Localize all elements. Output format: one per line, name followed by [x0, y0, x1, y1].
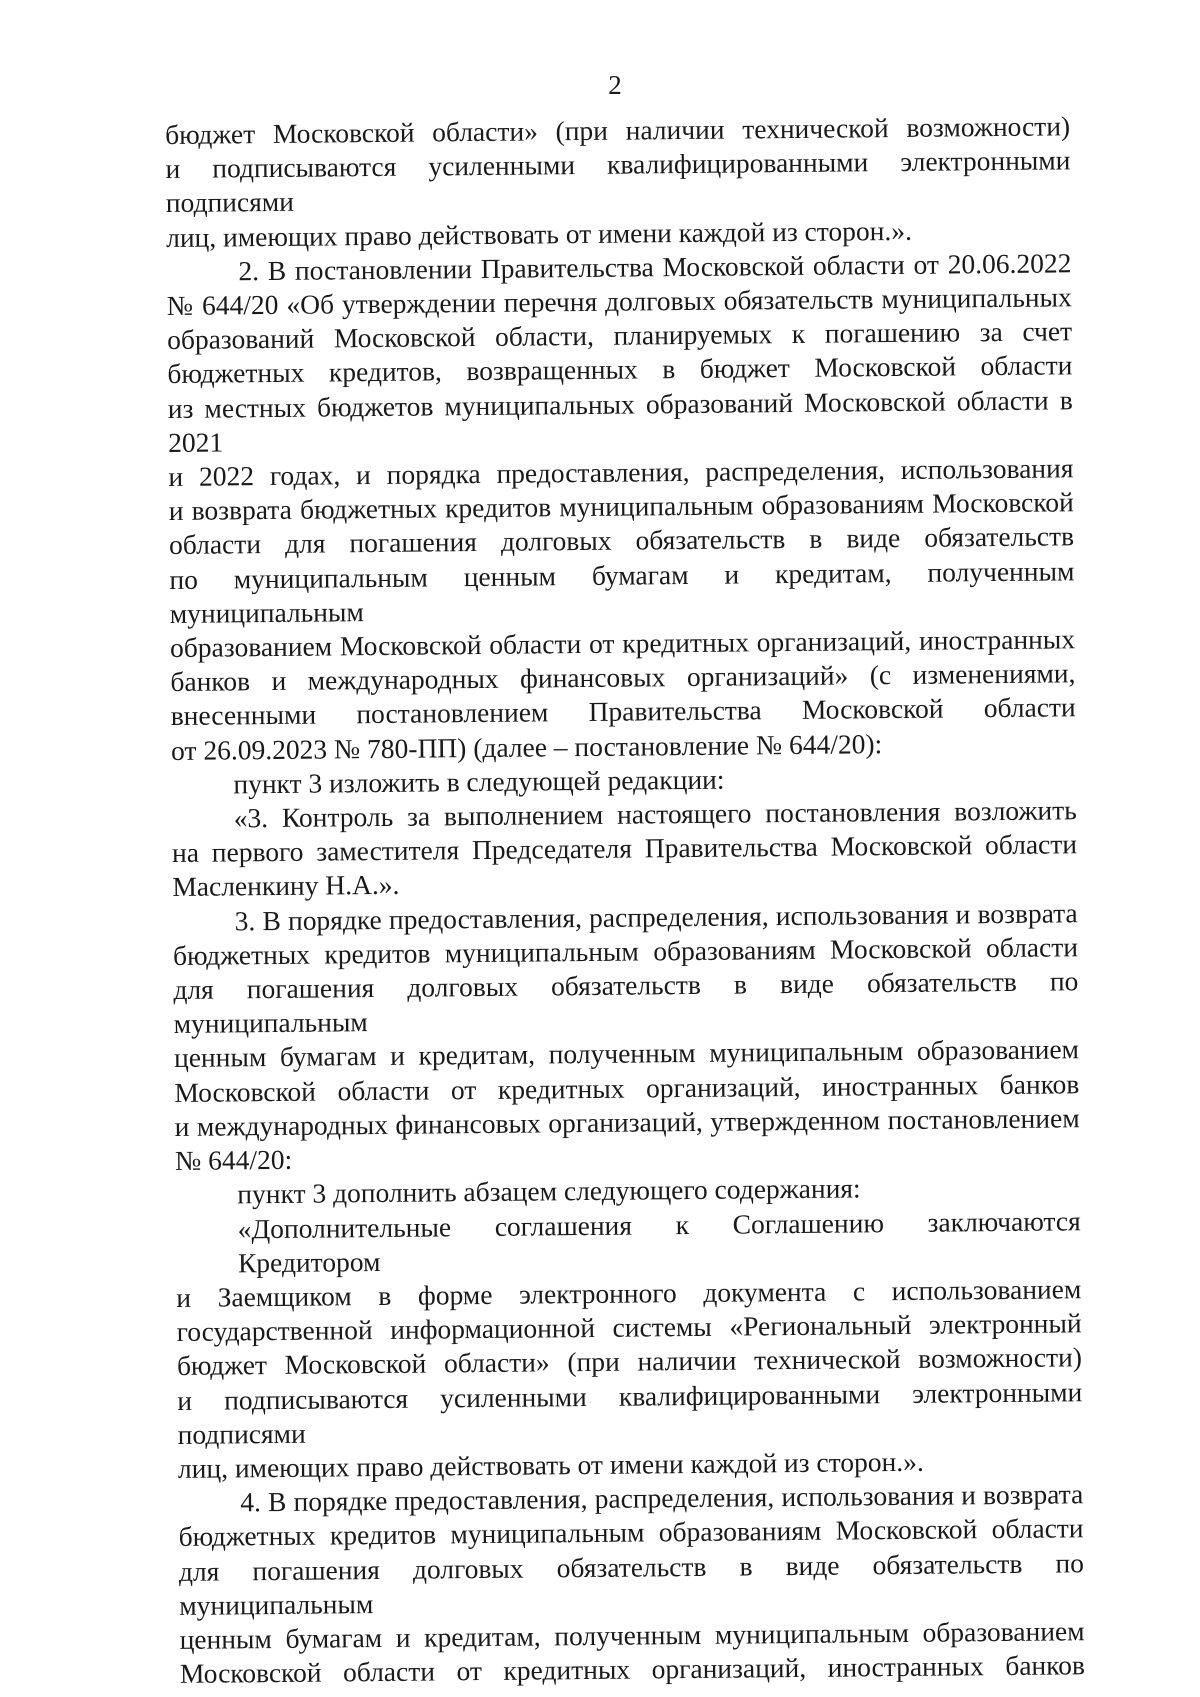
text-line: образованием Московской области от кредитных организаций, иностранных [169, 623, 1076, 664]
text-line: бюджетных кредитов муниципальным образованиям Московской области [178, 1512, 1084, 1553]
text-line: из местных бюджетов муниципальных образований Московской области в 2021 [167, 383, 1073, 458]
text-line: лиц, имеющих право действовать от имени каждой из сторон.». [177, 1445, 924, 1484]
text-line: для погашения долговых обязательств в виде обязательств по муниципальным [178, 1546, 1085, 1621]
text-line: бюджетных кредитов, возвращенных в бюджет Московской области [167, 349, 1073, 390]
text-line: и возврата бюджетных кредитов муниципальным образованиям Московской [168, 486, 1074, 527]
text-line: ценным бумагам и кредитам, полученным муниципальным образованием [179, 1615, 1085, 1655]
document-body [165, 109, 1085, 1691]
text-line: на первого заместителя Председателя Правительства Московской области [171, 828, 1078, 869]
text-line: ценным бумагам и кредитам, полученным муниципальным образованием [173, 1033, 1080, 1074]
text-line: для погашения долговых обязательств в виде обязательств по муниципальным [173, 965, 1079, 1040]
text-line: и подписываются усиленными квалифицированными электронными подписями [165, 144, 1071, 219]
text-line: бюджет Московской области» (при наличии технической возможности) [176, 1341, 1083, 1382]
text-line: 4. В порядке предоставления, распределения, использования и возврата [240, 1478, 1084, 1518]
text-line: 3. В порядке предоставления, распределения, использования и возврата [234, 896, 1078, 937]
text-line: от 26.09.2023 № 780-ПП) (далее – постановление № 644/20): [170, 727, 883, 766]
page-number: 2 [608, 70, 622, 100]
text-line: банков и международных финансовых организаций» (с изменениями, [170, 657, 1076, 698]
text-line: государственной информационной системы «Региональный электронный [176, 1307, 1082, 1348]
text-line: внесенными постановлением Правительства Московской области [170, 691, 1076, 732]
text-line: Московской области от кредитных организаций, иностранных банков [179, 1649, 1086, 1690]
text-line: и подписываются усиленными квалифицированными электронными подписями [177, 1375, 1083, 1450]
text-line: пункт 3 дополнить абзацем следующего содержания: [237, 1172, 861, 1210]
text-line: и Заемщиком в форме электронного документа с использованием [176, 1273, 1082, 1313]
text-line: и международных финансовых организаций, утвержденном постановлением [174, 1102, 1080, 1142]
text-line: лиц, имеющих право действовать от имени каждой из сторон.». [165, 214, 913, 253]
text-line: и 2022 годах, и порядка предоставления, распределения, использования [168, 452, 1074, 493]
text-line: пункт 3 изложить в следующей редакции: [233, 763, 725, 800]
text-line: Московской области от кредитных организаций, иностранных банков [174, 1067, 1080, 1108]
text-line: образований Московской области, планируемых к погашению за счет [166, 315, 1073, 356]
text-line: области для погашения долговых обязательств в виде обязательств [168, 520, 1075, 561]
text-line: Масленкину Н.А.». [172, 869, 400, 903]
text-line: бюджет Московской области» (при наличии технической возможности) [165, 110, 1071, 150]
text-line: № 644/20: [174, 1143, 293, 1177]
text-line: по муниципальным ценным бумагам и кредитам, полученным муниципальным [169, 554, 1075, 629]
text-line: № 644/20 «Об утверждении перечня долговых обязательств муниципальных [166, 281, 1072, 322]
text-line: «3. Контроль за выполнением настоящего постановления возложить [233, 794, 1077, 834]
text-line: «Дополнительные соглашения к Соглашению заключаются Кредитором [237, 1204, 1081, 1279]
text-line: 2. В постановлении Правительства Московской области от 20.06.2022 [238, 247, 1072, 287]
text-line: бюджетных кредитов муниципальным образованиям Московской области [172, 931, 1079, 971]
